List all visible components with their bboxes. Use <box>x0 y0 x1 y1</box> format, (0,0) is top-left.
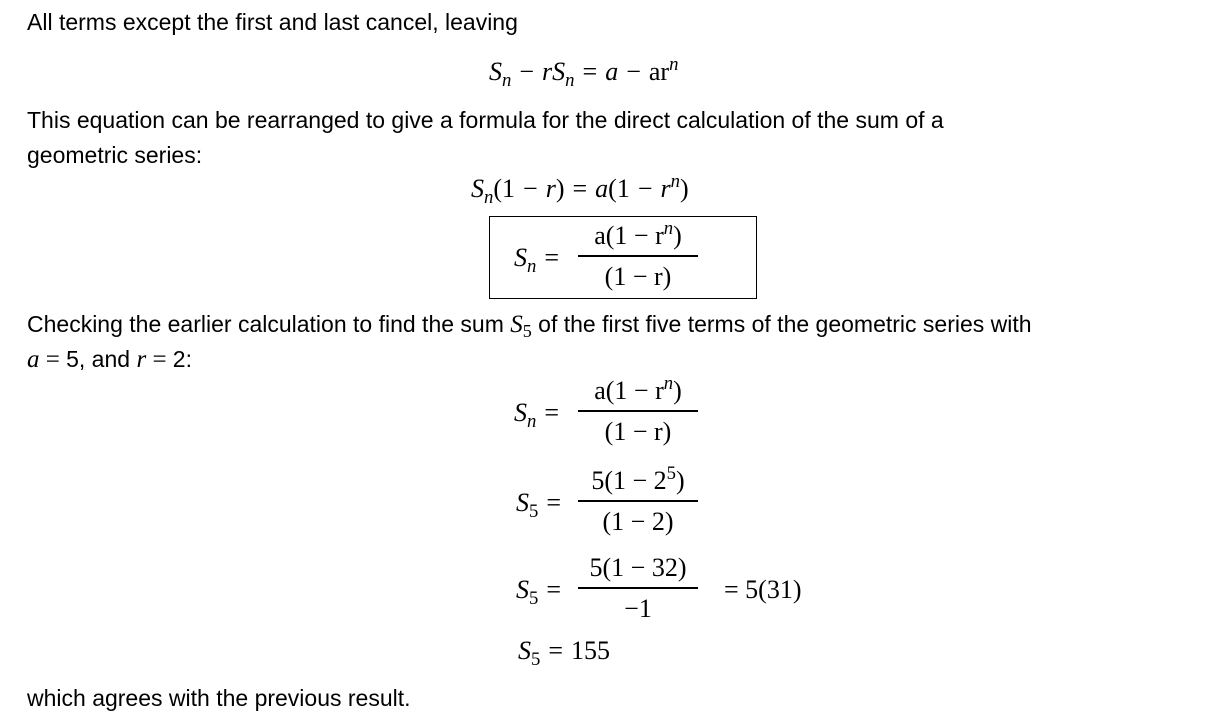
intro-text: All terms except the first and last cancel, leaving <box>27 9 518 35</box>
fraction-numerator: $a(1 - r^n)$ <box>594 217 682 250</box>
evaluated-rhs: = 5(31) <box>724 575 802 604</box>
check-text-line1: Checking the earlier calculation to find the sum $S_5$ of the first five terms of the geometric series with <box>27 311 1032 342</box>
rearrange-text-line1: This equation can be rearranged to give a formula for the direct calculation of the sum of a <box>27 107 944 133</box>
fraction-denominator: (1 − r) <box>604 261 672 291</box>
equation-difference: $S_n - rS_n = a - ar^n$ <box>489 53 679 91</box>
evaluated-lhs: $S_5$ = <box>516 575 562 609</box>
general-lhs: $S_n$ = <box>514 398 560 432</box>
evaluated-fraction: 5(1 − 32) −1 <box>578 555 698 622</box>
conclusion-text: which agrees with the previous result. <box>27 685 411 711</box>
check-text-line2: a = 5, and r = 2: <box>27 346 192 373</box>
rearrange-text-line2: geometric series: <box>27 142 203 168</box>
equation-factored: $S_n(1 - r) = a(1 - r^n)$ <box>471 170 689 208</box>
boxed-fraction <box>578 217 698 291</box>
boxed-lhs: $S_n$ = <box>514 243 560 277</box>
fraction-bar <box>578 255 698 257</box>
final-result: $S_5 = 155$ <box>518 636 611 670</box>
substituted-lhs: $S_5$ = <box>516 488 562 522</box>
substituted-fraction: $5(1 - 2^5)$ (1 − 2) <box>578 468 698 535</box>
general-fraction: $a(1 - r^n)$ (1 − r) <box>578 378 698 445</box>
